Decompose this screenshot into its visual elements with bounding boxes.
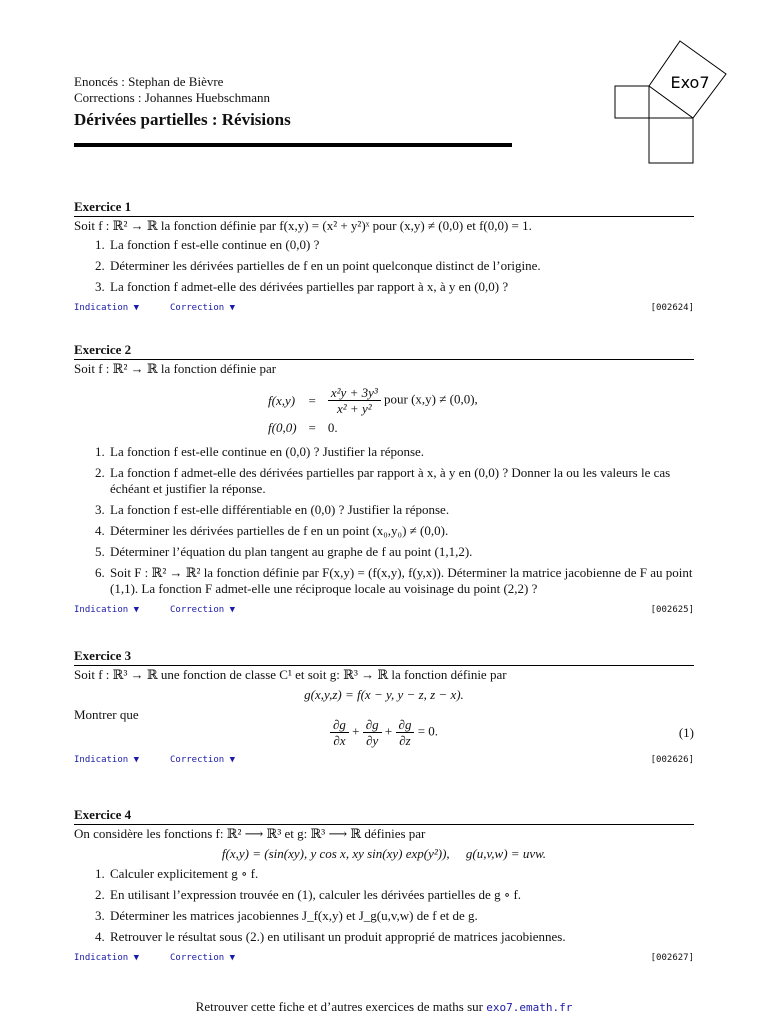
exercise-intro: Soit f : ℝ² → ℝ la fonction définie par f(x,y) = (x² + y²)ˣ pour (x,y) ≠ (0,0) et f(0,0) = 1. [74,218,532,233]
exercise-title: Exercice 1 [74,199,132,214]
fraction [396,717,415,748]
question-item: 1. La fonction f est-elle continue en (0,0) ? Justifier la réponse. [108,444,694,460]
question-item: 4. Déterminer les dérivées partielles de f en un point (x₀,y₀) ≠ (0,0). [108,523,694,539]
eq-sign: = [308,420,316,435]
question-item: 3. Déterminer les matrices jacobiennes J_f(x,y) et J_g(u,v,w) de f et de g. [108,908,694,924]
exercise-intro: Soit f : ℝ³ → ℝ une fonction de classe C¹ et soit g: ℝ³ → ℝ la fonction définie par [74,667,507,682]
indication-link[interactable]: Indication ▼ [74,605,140,615]
exercise-code: [002624] [650,303,694,313]
numerator: ∂g [330,717,349,733]
question-item: 3. La fonction f admet-elle des dérivées partielles par rapport à x, à y en (0,0) ? [108,279,694,295]
exercise-rule [74,216,694,217]
display-equation: g(x,y,z) = f(x − y, y − z, z − x). [304,687,464,702]
exercise-title: Exercice 2 [74,342,132,357]
exercise-links [74,950,694,964]
exercise-2 [74,342,694,616]
exercise-rule [74,665,694,666]
correction-link[interactable]: Correction ▼ [170,303,236,313]
question-item: 3. La fonction f est-elle différentiable en (0,0) ? Justifier la réponse. [108,502,694,518]
question-item: 5. Déterminer l’équation du plan tangent au graphe de f au point (1,1,2). [108,544,694,560]
footer-site-link[interactable]: exo7.emath.fr [486,1001,573,1014]
denominator: ∂z [399,733,411,748]
eq-lhs: f(0,0) [268,420,297,435]
indication-link[interactable]: Indication ▼ [74,303,140,313]
question-item: 2. La fonction f admet-elle des dérivées partielles par rapport à x, à y en (0,0) ? Donner la ou les valeurs le cas échéant et justifier la réponse. [108,465,694,497]
function-definition [262,383,484,438]
header-meta [74,74,270,106]
fraction [330,717,349,748]
exo7-logo [610,38,730,168]
exercise-title: Exercice 3 [74,648,132,663]
plus-sign: + [352,723,360,739]
question-item: 1. Calculer explicitement g ∘ f. [108,866,694,882]
display-equation: f(x,y) = (sin(xy), y cos x, xy sin(xy) exp(y²)), g(u,v,w) = uvw. [221,846,547,861]
indication-link[interactable]: Indication ▼ [74,953,140,963]
numerator: x²y + 3y³ [328,385,381,401]
eq-rhs [322,383,484,418]
eq-rhs: = 0. [417,723,439,739]
title-rule [74,143,512,147]
exercise-links [74,602,694,616]
equation-tag: (1) [678,725,694,740]
correction-link[interactable]: Correction ▼ [170,953,236,963]
question-item: 2. Déterminer les dérivées partielles de f en un point quelconque distinct de l’origine. [108,258,694,274]
pde-equation [74,717,694,748]
correction-link[interactable]: Correction ▼ [170,605,236,615]
logo-text: Exo7 [670,73,710,92]
eq-sign: = [308,392,316,408]
correction-link[interactable]: Correction ▼ [170,755,236,765]
indication-link[interactable]: Indication ▼ [74,755,140,765]
question-item: 4. Retrouver le résultat sous (2.) en utilisant un produit approprié de matrices jacobiennes. [108,929,694,945]
corrections-line: Corrections : Johannes Huebschmann [74,90,271,105]
denominator: ∂x [333,733,346,748]
exercise-intro: On considère les fonctions f: ℝ² ⟶ ℝ³ et g: ℝ³ ⟶ ℝ définies par [74,826,426,841]
exercise-intro: Soit f : ℝ² → ℝ la fonction définie par [74,361,277,376]
exercise-3 [74,648,694,766]
exercise-title: Exercice 4 [74,807,132,822]
question-list [74,444,694,597]
numerator: ∂g [396,717,415,733]
show-text: Montrer que [74,707,139,722]
exercise-rule [74,824,694,825]
exercise-rule [74,359,694,360]
exercise-links [74,300,694,314]
eq-condition: pour (x,y) ≠ (0,0), [384,391,478,407]
exercise-code: [002625] [650,605,694,615]
page-footer [0,999,768,1016]
eq-rhs: 0. [327,420,338,435]
denominator: ∂y [366,733,379,748]
exercise-code: [002626] [650,755,694,765]
denominator: x² + y² [337,401,372,416]
fraction [363,717,382,748]
author-line: Enoncés : Stephan de Bièvre [74,74,224,89]
page-title: Dérivées partielles : Révisions [74,110,291,129]
eq-lhs: f(x,y) [268,392,296,408]
question-list [74,237,694,295]
question-list [74,866,694,945]
exercise-code: [002627] [650,953,694,963]
plus-sign: + [384,723,393,739]
numerator: ∂g [363,717,382,733]
fraction [328,385,381,416]
footer-text: Retrouver cette fiche et d’autres exercices de maths sur [195,999,483,1014]
question-item: 2. En utilisant l’expression trouvée en (1), calculer les dérivées partielles de g ∘ f. [108,887,694,903]
question-item: 1. La fonction f est-elle continue en (0,0) ? [108,237,694,253]
question-item: 6. Soit F : ℝ² → ℝ² la fonction définie par F(x,y) = (f(x,y), f(y,x)). Déterminer la matrice jacobienne de F au point (1,1). La fonction F admet-elle une réciproque locale au voisinage du point (2,2) ? [108,565,694,597]
exercise-4 [74,807,694,964]
exercise-1 [74,199,694,314]
exercise-links [74,752,694,766]
